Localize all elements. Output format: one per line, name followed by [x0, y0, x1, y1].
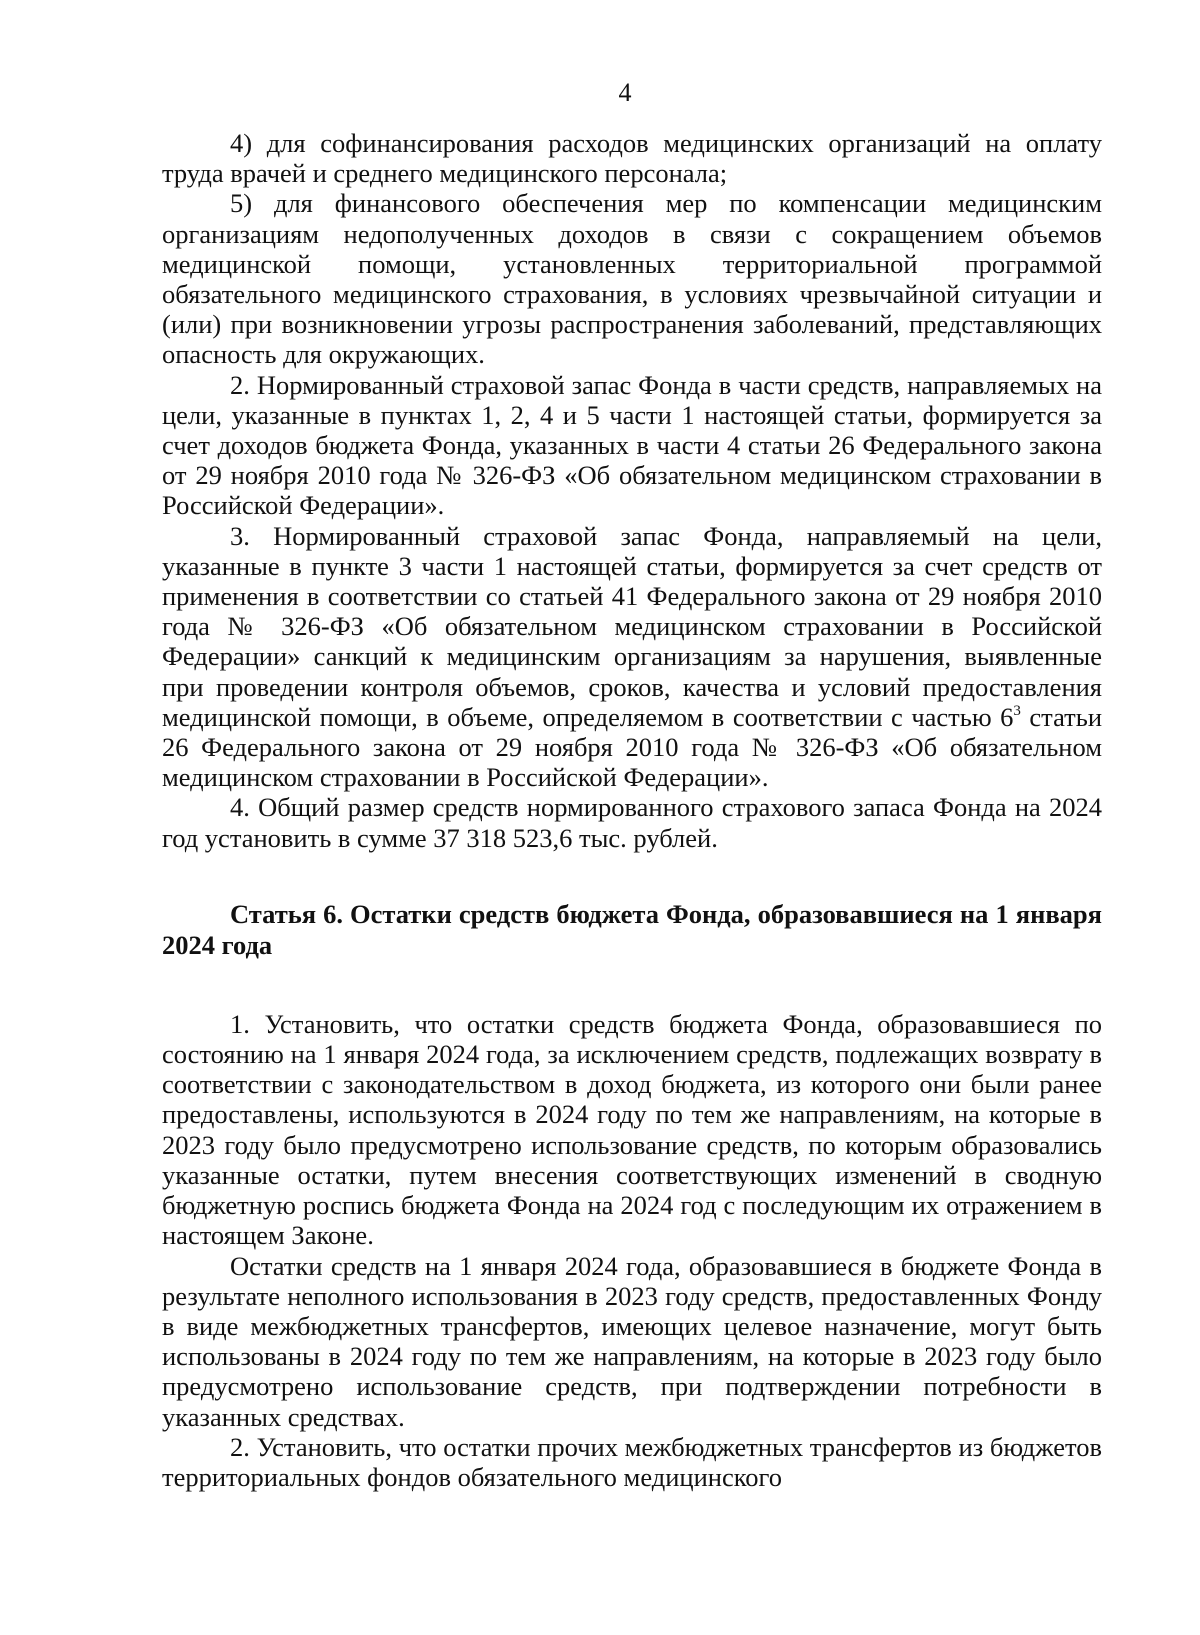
item-4-paragraph: 4) для софинансирования расходов медицинских организаций на оплату труда врачей и среднего медицинского персонала; — [162, 128, 1102, 189]
part-3-text-after: статьи 26 Федерального закона от 29 ноября 2010 года № 326-ФЗ «Об обязательном медицинском страховании в Российской Федерации». — [162, 701, 1103, 793]
part-4-paragraph: 4. Общий размер средств нормированного страхового запаса Фонда на 2024 год установить в сумме 37 318 523,6 тыс. рублей. — [162, 792, 1102, 853]
page-number: 4 — [618, 78, 632, 107]
article-6-heading: Статья 6. Остатки средств бюджета Фонда, образовавшиеся на 1 января 2024 года — [162, 898, 1102, 960]
article-6-remainders-paragraph: Остатки средств на 1 января 2024 года, образовавшиеся в бюджете Фонда в результате неполного использования в 2023 году средств, предоставленных Фонду в виде межбюджетных трансфертов, имеющих целевое назначение, могут быть использованы в 2024 году по тем же направлениям, на которые в 2023 году было предусмотрено использование средств, при подтверждении потребности в указанных средствах. — [162, 1250, 1102, 1432]
part-3-paragraph — [162, 521, 1102, 793]
superscript-mark: 3 — [1013, 702, 1021, 719]
article-6-part-2-paragraph: 2. Установить, что остатки прочих межбюджетных трансфертов из бюджетов территориальных фондов обязательного медицинского — [162, 1431, 1102, 1492]
item-5-paragraph: 5) для финансового обеспечения мер по компенсации медицинским организациям недополученных доходов в связи с сокращением объемов медицинской помощи, установленных территориальной программой обязательного медицинского страхования, в условиях чрезвычайной ситуации и (или) при возникновении угрозы распространения заболеваний, представляющих опасность для окружающих. — [162, 188, 1102, 370]
part-3-text-before: 3. Нормированный страховой запас Фонда, направляемый на цели, указанные в пункте 3 части 1 настоящей статьи, формируется за счет средств от применения в соответствии со статьей 41 Федерального закона от 29 ноября 2010 года № 326-ФЗ «Об обязательном медицинском страховании в Российской Федерации» санкций к медицинским организациям за нарушения, выявленные при проведении контроля объемов, сроков, качества и условий предоставления медицинской помощи, в объеме, определяемом в соответствии с частью 6 — [162, 520, 1102, 732]
part-2-paragraph: 2. Нормированный страховой запас Фонда в части средств, направляемых на цели, указанные в пунктах 1, 2, 4 и 5 части 1 настоящей статьи, формируется за счет доходов бюджета Фонда, указанных в части 4 статьи 26 Федерального закона от 29 ноября 2010 года № 326-ФЗ «Об обязательном медицинском страховании в Российской Федерации». — [162, 369, 1102, 521]
document-body — [162, 128, 1102, 1492]
article-6-part-1-paragraph: 1. Установить, что остатки средств бюджета Фонда, образовавшиеся по состоянию на 1 января 2024 года, за исключением средств, подлежащих возврату в соответствии с законодательством в доход бюджета, из которого они были ранее предоставлены, используются в 2024 году по тем же направлениям, на которые в 2023 году было предусмотрено использование средств, по которым образовались указанные остатки, путем внесения соответствующих изменений в сводную бюджетную роспись бюджета Фонда на 2024 год с последующим их отражением в настоящем Законе. — [162, 1008, 1102, 1251]
